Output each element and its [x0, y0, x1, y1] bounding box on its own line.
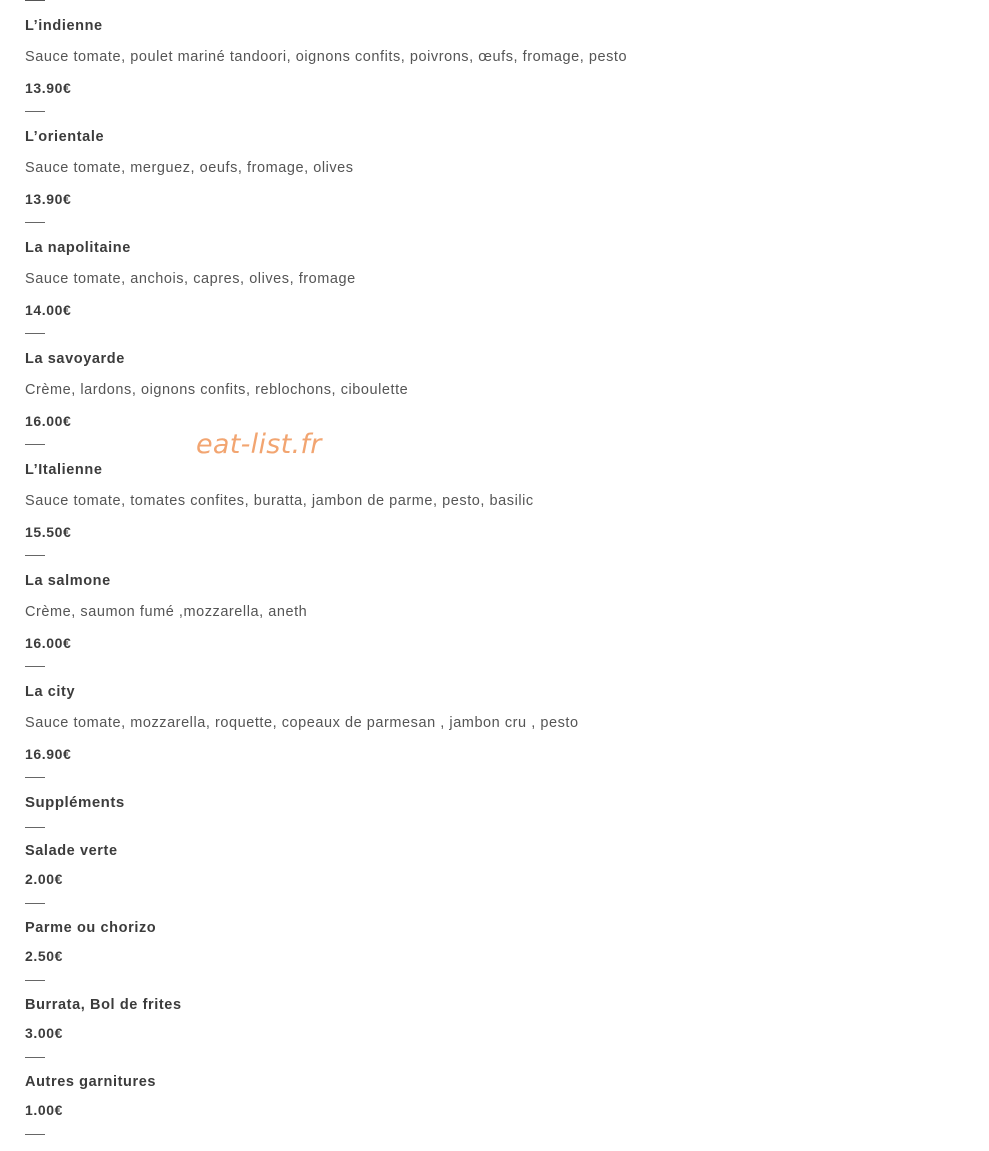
item-separator: [25, 777, 45, 778]
item-description: Sauce tomate, tomates confites, buratta, jambon de parme, pesto, basilic: [25, 493, 534, 509]
supplement-price: 2.50€: [25, 948, 64, 964]
item-separator: [25, 980, 45, 981]
menu-item: [25, 16, 925, 127]
item-price: 15.50€: [25, 524, 72, 540]
supplements-section-header: [25, 793, 925, 841]
item-description: Sauce tomate, mozzarella, roquette, copeaux de parmesan , jambon cru , pesto: [25, 715, 579, 731]
item-price: 16.00€: [25, 635, 72, 651]
item-description: Crème, saumon fumé ,mozzarella, aneth: [25, 604, 308, 620]
item-name: La city: [25, 684, 76, 700]
supplement-name: Autres garnitures: [25, 1074, 157, 1090]
item-price: 16.90€: [25, 746, 72, 762]
item-price: 13.90€: [25, 80, 72, 96]
supplement-price: 3.00€: [25, 1025, 64, 1041]
item-price: 14.00€: [25, 302, 72, 318]
supplement-price: 2.00€: [25, 871, 64, 887]
item-separator: [25, 555, 45, 556]
supplement-name: Burrata, Bol de frites: [25, 997, 182, 1013]
item-description: Sauce tomate, merguez, oeufs, fromage, olives: [25, 160, 354, 176]
item-name: La salmone: [25, 573, 111, 589]
supplement-name: Parme ou chorizo: [25, 920, 157, 936]
supplement-item: [25, 841, 925, 918]
item-separator: [25, 1057, 45, 1058]
item-separator: [25, 903, 45, 904]
top-separator: [25, 0, 45, 1]
item-name: L’orientale: [25, 129, 105, 145]
item-separator: [25, 111, 45, 112]
menu-item: [25, 682, 925, 793]
item-name: L’indienne: [25, 18, 103, 34]
item-separator: [25, 1134, 45, 1135]
menu-item: [25, 238, 925, 349]
menu-item: [25, 349, 925, 460]
item-separator: [25, 444, 45, 445]
item-description: Sauce tomate, poulet mariné tandoori, oignons confits, poivrons, œufs, fromage, pesto: [25, 49, 628, 65]
item-name: La savoyarde: [25, 351, 125, 367]
item-price: 13.90€: [25, 191, 72, 207]
item-description: Crème, lardons, oignons confits, reblochons, ciboulette: [25, 382, 409, 398]
supplement-name: Salade verte: [25, 843, 118, 859]
menu-item: [25, 460, 925, 571]
supplement-item: [25, 918, 925, 995]
item-price: 16.00€: [25, 413, 72, 429]
item-separator: [25, 222, 45, 223]
section-title: Suppléments: [25, 794, 125, 811]
item-separator: [25, 333, 45, 334]
menu-list: [25, 16, 925, 1149]
item-separator: [25, 666, 45, 667]
item-name: La napolitaine: [25, 240, 131, 256]
menu-item: [25, 127, 925, 238]
supplement-price: 1.00€: [25, 1102, 64, 1118]
item-description: Sauce tomate, anchois, capres, olives, fromage: [25, 271, 356, 287]
item-name: L’Italienne: [25, 462, 103, 478]
supplement-item: [25, 995, 925, 1072]
supplement-item: [25, 1072, 925, 1149]
watermark: eat-list.fr: [196, 429, 322, 460]
section-separator: [25, 827, 45, 828]
menu-item: [25, 571, 925, 682]
